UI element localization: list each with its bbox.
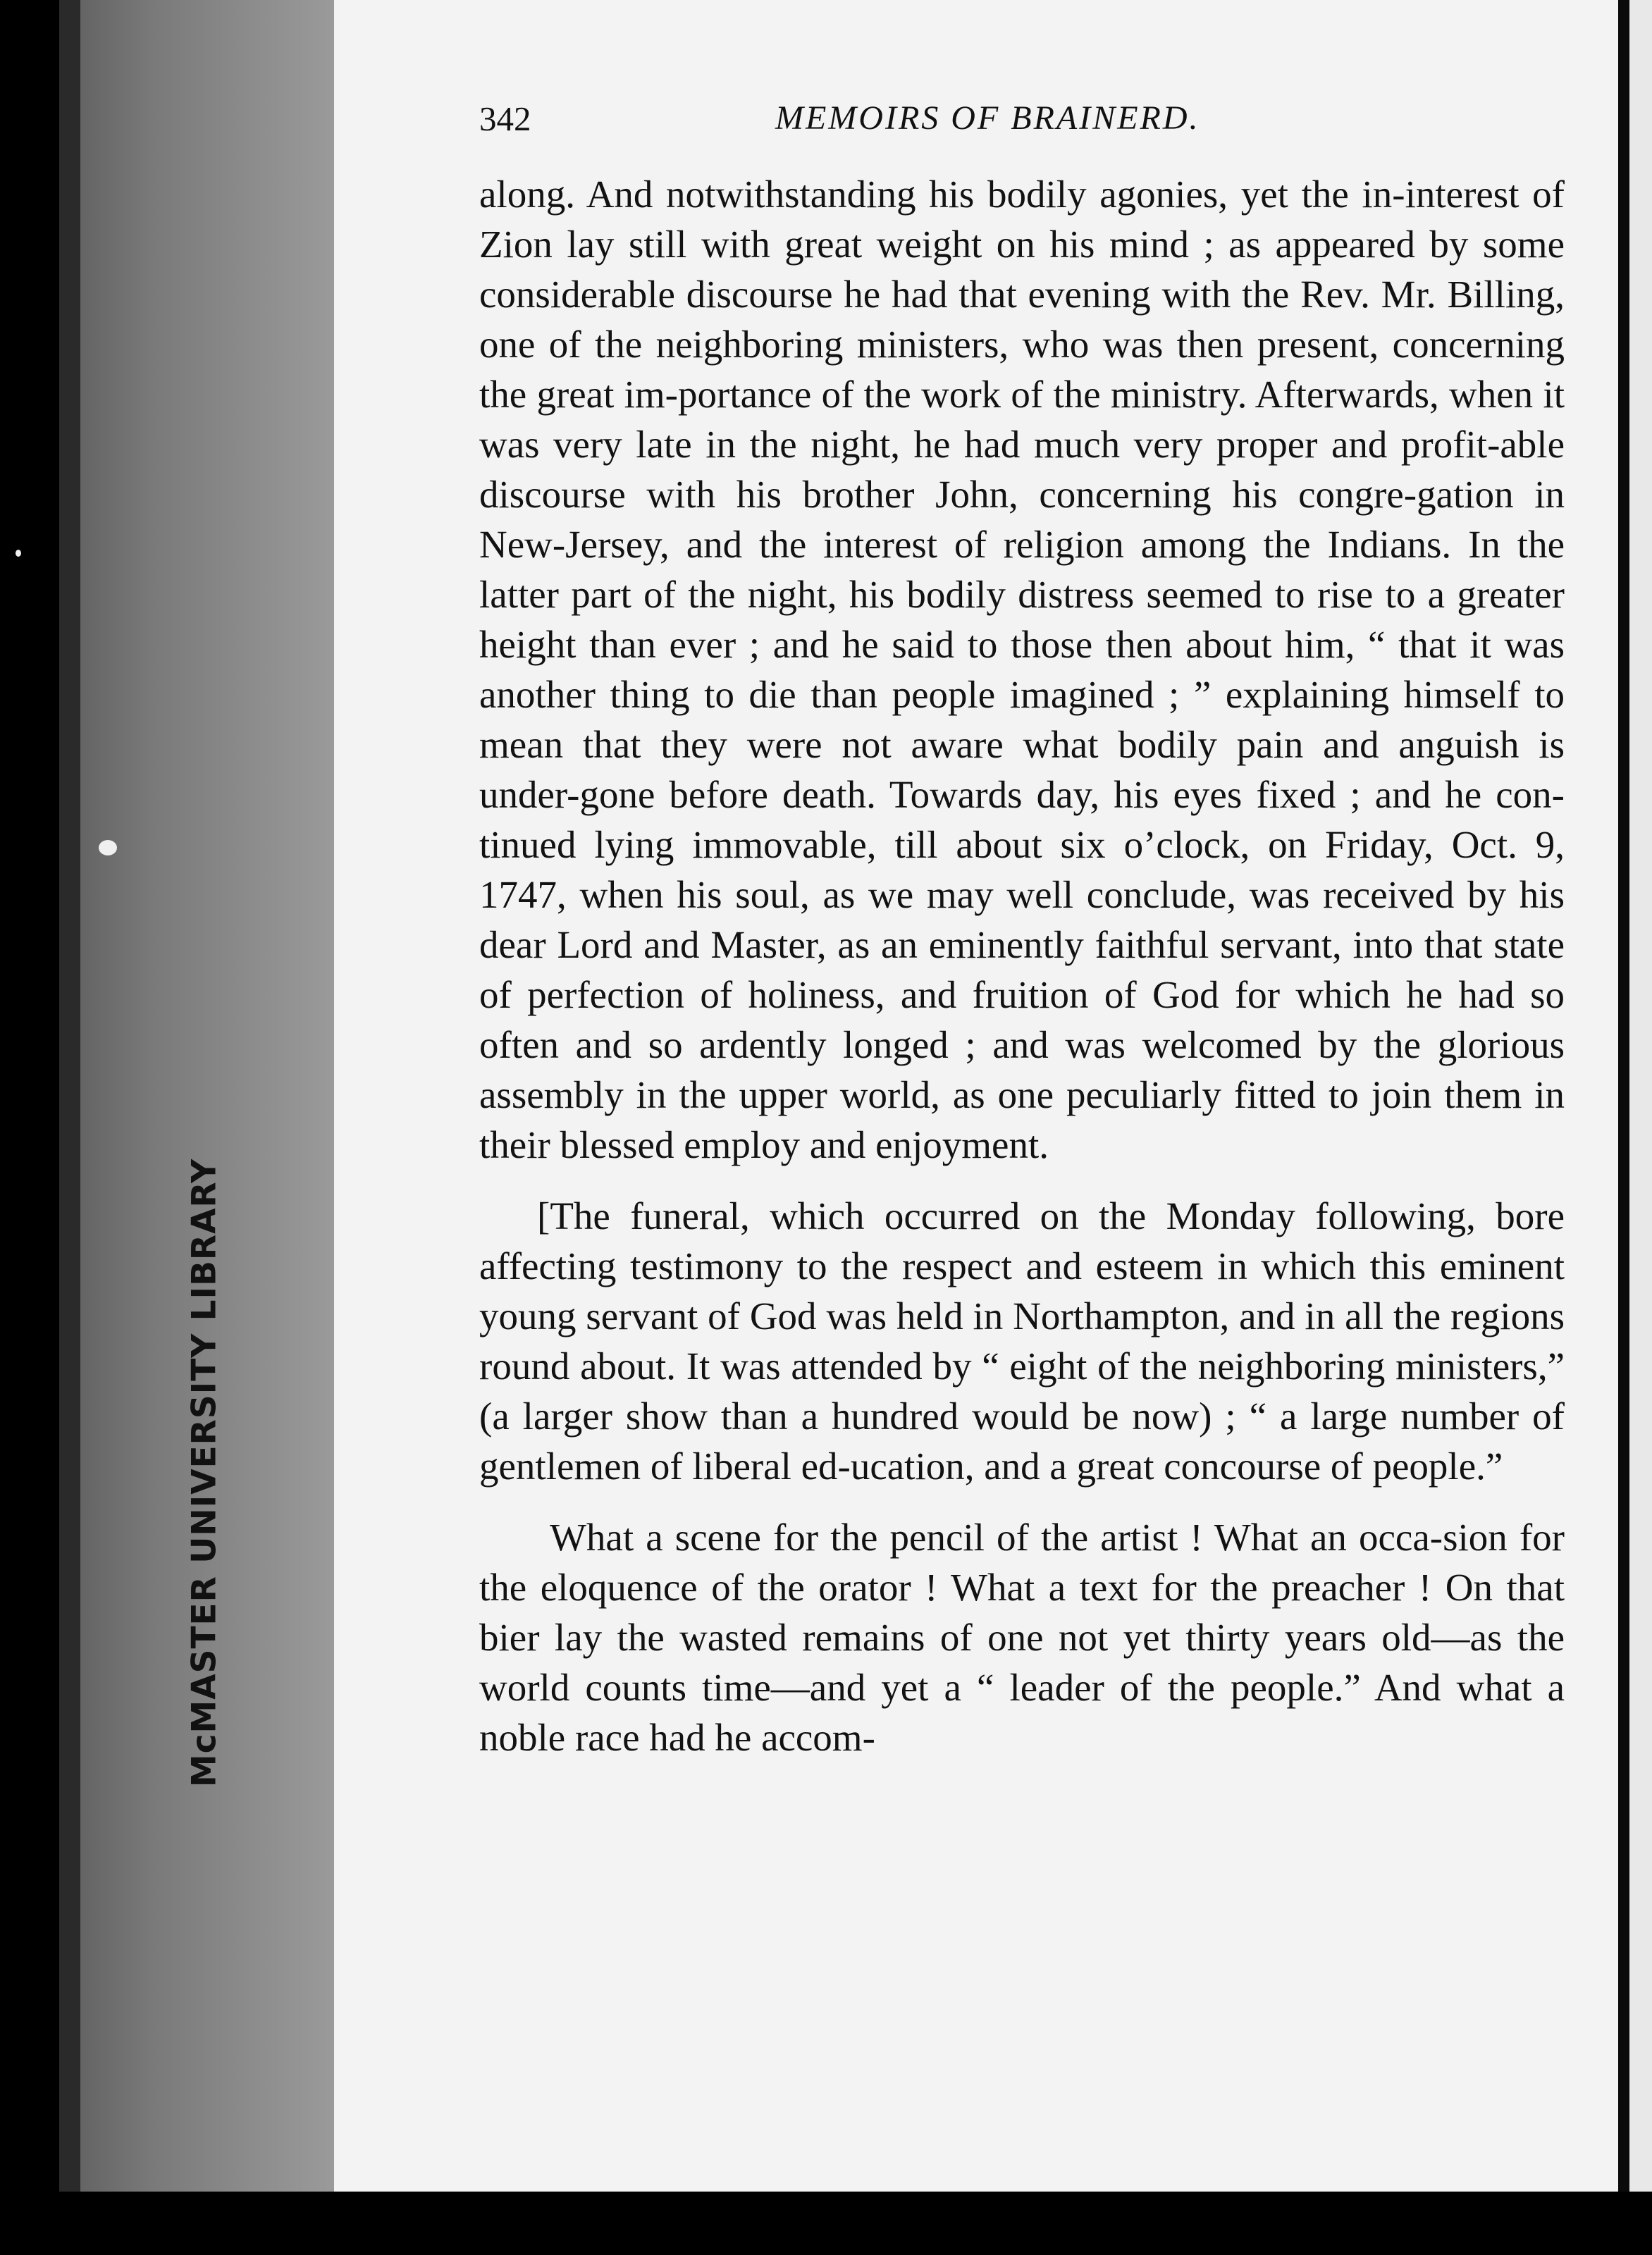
binding-shadow: [59, 0, 80, 2192]
library-stamp: McMASTER UNIVERSITY LIBRARY: [185, 1158, 224, 1788]
page-number: 342: [479, 99, 531, 138]
body-text: [479, 169, 1565, 1762]
paragraph-1: along. And notwithstanding his bodily agonies, yet the in-interest of Zion lay still with great weight on his mind ; as appeared by some considerable discourse he had that evening with the Rev. Mr. Billing, one of the neighboring ministers, who was then present, concerning the great im-portance of the work of the ministry. Afterwards, when it was very late in the night, he had much very proper and profit-able discourse with his brother John, concerning his congre-gation in New-Jersey, and the interest of religion among the Indians. In the latter part of the night, his bodily distress seemed to rise to a greater height than ever ; and he said to those then about him, “ that it was another thing to die than people imagined ; ” explaining himself to mean that they were not aware what bodily pain and anguish is under-gone before death. Towards day, his eyes fixed ; and he con-tinued lying immovable, till about six o’clock, on Friday, Oct. 9, 1747, when his soul, as we may well conclude, was received by his dear Lord and Master, as an eminently faithful servant, into that state of perfection of holiness, and fruition of God for which he had so often and so ardently longed ; and was welcomed by the glorious assembly in the upper world, as one peculiarly fitted to join them in their blessed employ and enjoyment.: [479, 173, 1565, 1166]
next-page-edge: [1629, 0, 1652, 2192]
page-gutter: [1618, 0, 1629, 2192]
page-header: [479, 99, 1579, 148]
running-head: MEMOIRS OF BRAINERD.: [775, 99, 1200, 137]
scan-speck: [16, 550, 21, 557]
paragraph-2: [The funeral, which occurred on the Monday following, bore affecting testimony to the respect and esteem in which this eminent young servant of God was held in Northampton, and in all the regions round about. It was attended by “ eight of the neighboring ministers,” (a larger show than a hundred would be now) ; “ a large number of gentlemen of liberal ed-ucation, and a great concourse of people.”: [479, 1194, 1565, 1488]
scan-speck: [99, 840, 117, 855]
paragraph-3: What a scene for the pencil of the artist ! What an occa-sion for the eloquence of the orator ! What a text for the preacher ! On that bier lay the wasted remains of one not yet thirty years old—as the world counts time—and yet a “ leader of the people.” And what a noble race had he accom-: [479, 1516, 1565, 1759]
binding-margin: [59, 0, 334, 2192]
